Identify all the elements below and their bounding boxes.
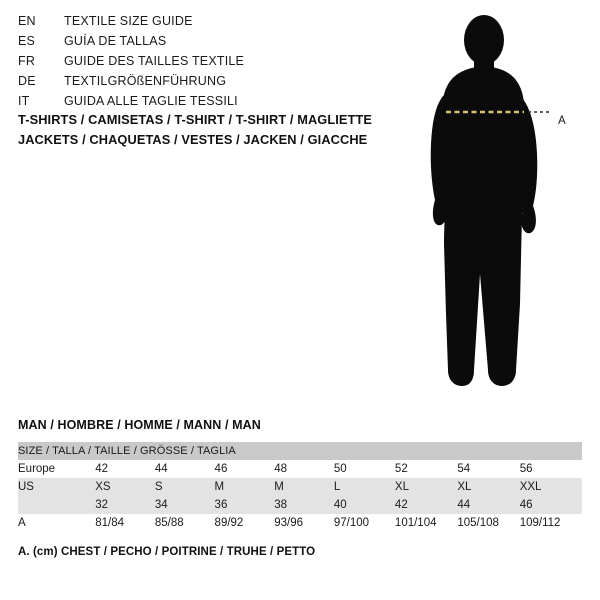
language-text: GUIDE DES TAILLES TEXTILE [64,54,245,68]
cell-value: 85/88 [155,514,215,532]
cell-value: 89/92 [215,514,275,532]
row-label: Europe [18,460,95,478]
language-text: TEXTILE SIZE GUIDE [64,14,193,28]
language-code: FR [18,54,36,68]
language-code: IT [18,94,30,108]
cell-value: 56 [520,460,582,478]
cell-value: 44 [155,460,215,478]
cell-value: 109/112 [520,514,582,532]
category-list [18,110,438,150]
cell-value: 44 [457,496,519,514]
row-label [18,496,95,514]
cell-value: 48 [274,460,334,478]
cell-value: S [155,478,215,496]
cell-value: 105/108 [457,514,519,532]
table-row [18,478,582,496]
cell-value: 46 [215,460,275,478]
language-row [18,34,398,54]
cell-value: 42 [395,496,457,514]
cell-value: 34 [155,496,215,514]
cell-value: XL [457,478,519,496]
cell-value: XXL [520,478,582,496]
language-text: GUIDA ALLE TAGLIE TESSILI [64,94,238,108]
table-row [18,460,582,478]
language-text: GUÍA DE TALLAS [64,34,167,48]
language-list [18,14,398,114]
cell-value: M [215,478,275,496]
table-section-title: MAN / HOMBRE / HOMME / MANN / MAN [18,418,261,432]
cell-value: L [334,478,395,496]
cell-value: XL [395,478,457,496]
row-label: US [18,478,95,496]
size-table [18,442,582,532]
cell-value: 38 [274,496,334,514]
cell-value: 81/84 [95,514,155,532]
cell-value: 40 [334,496,395,514]
cell-value: 93/96 [274,514,334,532]
table-header-row [18,442,582,460]
cell-value: 54 [457,460,519,478]
category-line: T-SHIRTS / CAMISETAS / T-SHIRT / T-SHIRT / MAGLIETTE [18,112,373,127]
cell-value: 46 [520,496,582,514]
cell-value: 52 [395,460,457,478]
mannequin-silhouette-icon [410,14,590,404]
table-header-label: SIZE / TALLA / TAILLE / GRÖSSE / TAGLIA [18,442,582,460]
table-row [18,496,582,514]
table-row [18,514,582,532]
row-label: A [18,514,95,532]
language-code: DE [18,74,36,88]
language-row [18,54,398,74]
cell-value: 42 [95,460,155,478]
callout-label-a: A [558,115,567,127]
cell-value: 97/100 [334,514,395,532]
language-code: ES [18,34,36,48]
cell-value: XS [95,478,155,496]
category-line: JACKETS / CHAQUETAS / VESTES / JACKEN / GIACCHE [18,132,368,147]
table-footnote: A. (cm) CHEST / PECHO / POITRINE / TRUHE / PETTO [18,546,316,558]
cell-value: 101/104 [395,514,457,532]
language-row [18,14,398,34]
language-text: TEXTILGRÖßENFÜHRUNG [64,74,227,88]
cell-value: 36 [215,496,275,514]
body-figure [410,14,590,404]
cell-value: M [274,478,334,496]
cell-value: 50 [334,460,395,478]
language-code: EN [18,14,36,28]
language-row [18,74,398,94]
cell-value: 32 [95,496,155,514]
